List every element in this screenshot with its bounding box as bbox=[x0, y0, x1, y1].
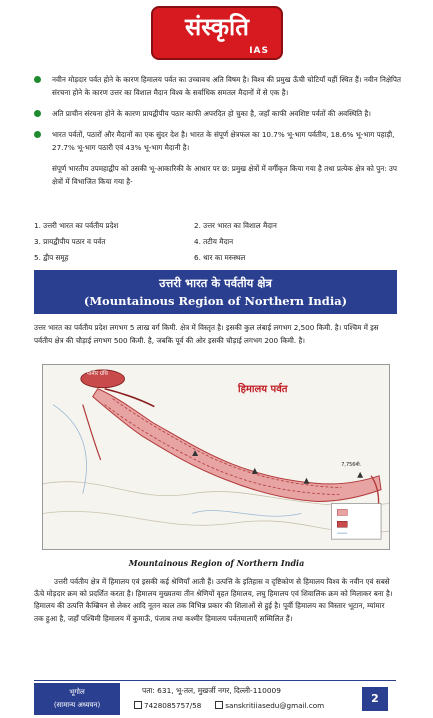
page-number: 2 bbox=[362, 687, 388, 711]
bullet-item bbox=[32, 73, 402, 99]
intro-paragraph: उत्तर भारत का पर्वतीय प्रदेश लगभग 5 लाख वर्ग किमी. क्षेत्र में विस्तृत है। इसकी कुल लंबाई लगभग 2,500 किमी. है। पश्चिम में इस पर्वतीय क्षेत्र की चौड़ाई लगभग 500 किमी. है, जबकि पूर्व की ओर इसकी चौड़ाई लगभग 200 किमी. है। bbox=[34, 323, 379, 345]
section-heading-hindi: उत्तरी भारत के पर्वतीय क्षेत्र bbox=[159, 276, 272, 290]
map-drawing bbox=[43, 365, 389, 549]
region-item: 2. उत्तर भारत का विशाल मैदान bbox=[194, 221, 277, 230]
bullet-text: नवीन मोड़दार पर्वत होने के कारण हिमालय पर्वत का उच्चावच अति विषम है। विश्व की प्रमुख ऊँची चोटियाँ यहीं स्थित हैं। नवीन निक्षेपित संरचना होने के कारण उत्तर का विशाल मैदान विश्व के सर्वाधिक समतल मैदानों में से एक है। bbox=[52, 75, 402, 97]
page-footer bbox=[34, 680, 396, 716]
region-item: 4. तटीय मैदान bbox=[194, 237, 234, 246]
map-title: हिमालय पर्वत bbox=[238, 384, 288, 395]
email-icon bbox=[215, 701, 223, 709]
bullet-text: अति प्राचीन संरचना होने के कारण प्रायद्वीपीय पठार काफी अपरदित हो चुका है, जहाँ काफी अवशिष्ट पर्वतों की अवस्थिति है। bbox=[52, 109, 371, 118]
pamir-label: पामीर ग्रंथि bbox=[86, 370, 108, 377]
classification-paragraph: संपूर्ण भारतीय उपमहाद्वीप को उसकी भू-आकारिकी के आधार पर छ: प्रमुख क्षेत्रों में वर्गीकृत किया गया है तथा प्रत्येक क्षेत्र को पुन: उप क्षेत्रों में विभाजित किया गया है- bbox=[52, 164, 397, 186]
body-paragraph: उत्तरी पर्वतीय क्षेत्र में हिमालय एवं इसकी कई श्रेणियाँ आती हैं। उत्पत्ति के इतिहास व दृष्टिकोण से हिमालय विश्व के नवीन एवं सबसे ऊँचे मोड़दार क्रम को प्रदर्शित करता है। हिमालय मुख्यतया तीन श्रेणियों वृहत हिमालय, लघु हिमालय एवं शिवालिक क्रम को मिलाकर बना है। हिमालय की उत्पत्ति कैम्ब्रियन से लेकर आदि नूतन काल तक विभिन्न प्रकार की शिलाओं से हुई है। पूर्वी हिमालय का विस्तार भूटान, म्यांमार तक हुआ है, जहाँ पश्चिमी हिमालय में कुमाऊँ, पंजाब तथा कश्मीर हिमालय पर्वतमालाएँ सम्मिलित हैं। bbox=[34, 577, 393, 623]
region-item: 3. प्रायद्वीपीय पठार व पर्वत bbox=[34, 237, 106, 246]
footer-contact bbox=[134, 701, 324, 710]
bullet-item bbox=[32, 128, 402, 154]
logo-sub: IAS bbox=[249, 46, 269, 56]
bullet-list bbox=[32, 73, 402, 193]
bullet-item bbox=[32, 107, 402, 120]
himalaya-map bbox=[42, 364, 390, 550]
bullet-dot-icon bbox=[34, 76, 41, 83]
bullet-dot-icon bbox=[34, 110, 41, 117]
altitude-label: 7,756मी. bbox=[341, 461, 362, 468]
phone-contact bbox=[134, 701, 201, 710]
phone-icon bbox=[134, 701, 142, 709]
bullet-text: भारत पर्वतों, पठारों और मैदानों का एक सुंदर देश है। भारत के संपूर्ण क्षेत्रफल का 10.7% भू-भाग पर्वतीय, 18.6% भू-भाग पहाड़ी, 27.7% भू-भाग पठारी एवं 43% भू-भाग मैदानी है। bbox=[52, 130, 395, 152]
regions-row bbox=[34, 251, 394, 264]
email-contact bbox=[215, 701, 324, 710]
section-heading-english: (Mountainous Region of Northern India) bbox=[83, 294, 348, 308]
regions-list bbox=[34, 219, 394, 267]
regions-row bbox=[34, 219, 394, 232]
logo-name: संस्कृति bbox=[185, 12, 249, 41]
region-item: 1. उत्तरी भारत का पर्वतीय प्रदेश bbox=[34, 221, 119, 230]
regions-row bbox=[34, 235, 394, 248]
section-heading-band bbox=[34, 270, 397, 314]
region-item: 6. थार का मरुस्थल bbox=[194, 253, 246, 262]
footer-subject-line2: (सामान्य अध्ययन) bbox=[53, 701, 101, 709]
region-item: 5. द्वीप समूह bbox=[34, 253, 69, 262]
footer-subject-line1: भूगोल bbox=[69, 688, 85, 696]
footer-address: पता: 631, भू-तल, मुखर्जी नगर, दिल्ली-110009 bbox=[142, 686, 281, 695]
email-address: sanskritiiasedu@gmail.com bbox=[225, 701, 325, 710]
phone-number: 7428085757/58 bbox=[144, 701, 202, 710]
sanskriti-ias-logo bbox=[151, 6, 283, 60]
footer-subject bbox=[34, 683, 120, 715]
map-caption: Mountainous Region of Northern India bbox=[128, 558, 305, 568]
bullet-dot-icon bbox=[34, 131, 41, 138]
